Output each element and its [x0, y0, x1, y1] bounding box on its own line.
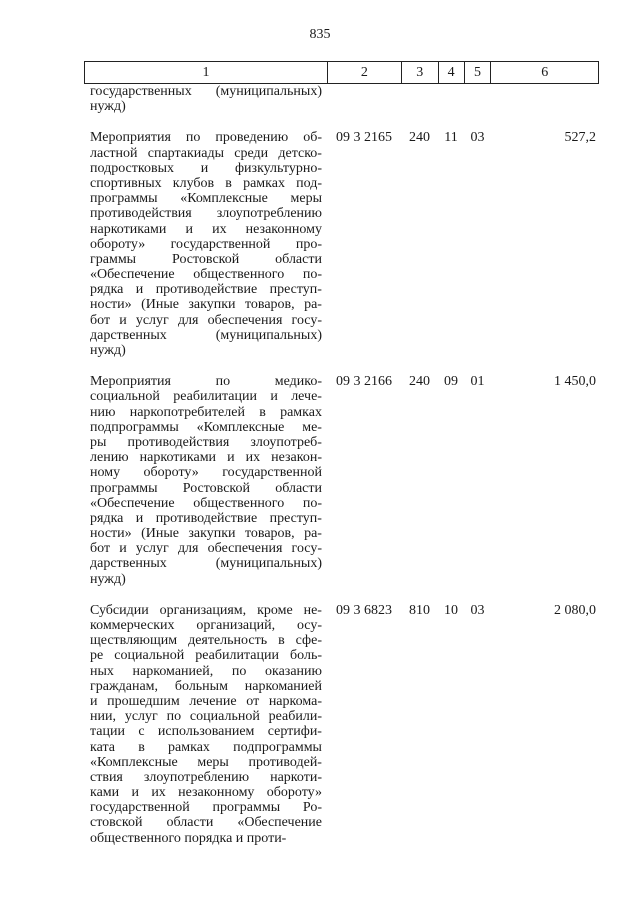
subsection: 03	[470, 602, 485, 618]
row-description	[84, 374, 327, 587]
subsection: 01	[470, 374, 485, 390]
header-col-4: 4	[438, 62, 464, 83]
description-line: противодействия злоупотреблению	[90, 206, 322, 222]
header-col-2: 2	[327, 62, 401, 83]
table-row	[84, 84, 599, 114]
description-line: граммы Ростовской области	[90, 251, 322, 267]
description-line: обороту» государственной про-	[90, 236, 322, 252]
header-col-5: 5	[464, 62, 491, 83]
description-line: лению наркотиками и их незакон-	[90, 450, 322, 466]
description-line: нужд)	[90, 99, 126, 115]
description-line: ками и их незаконному обороту»	[90, 785, 322, 801]
table-body	[84, 84, 599, 846]
section: 10	[444, 602, 458, 618]
description-line: ката в рамках подпрограммы	[90, 739, 322, 755]
amount: 527,2	[564, 130, 596, 146]
section: 09	[444, 374, 458, 390]
description-line: коммерческих организаций, осу-	[90, 618, 322, 633]
description-line: Мероприятия по проведению об-	[90, 130, 322, 146]
description-line: ности» (Иные закупки товаров, ра-	[90, 297, 322, 313]
description-line: ры противодействия злоупотреб-	[90, 434, 322, 450]
description-line: программы Ростовской области	[90, 480, 322, 496]
description-line: государственных (муниципальных)	[90, 84, 322, 99]
description-line: дарственных (муниципальных)	[90, 327, 322, 343]
expense-type: 810	[409, 602, 430, 618]
description-line: бот и услуг для обеспечения госу-	[90, 541, 322, 557]
description-line: ности» (Иные закупки товаров, ра-	[90, 526, 322, 542]
target-code: 09 3 6823	[336, 602, 392, 618]
description-line: нужд)	[90, 571, 126, 587]
table-row	[84, 374, 599, 587]
description-line: Мероприятия по медико-	[90, 374, 322, 390]
target-code	[327, 84, 401, 114]
description-line: нии, услуг по социальной реабили-	[90, 709, 322, 725]
description-line: подпрограммы «Комплексные ме-	[90, 419, 322, 435]
description-line: бот и услуг для обеспечения госу-	[90, 312, 322, 328]
description-line: гражданам, больным наркоманией	[90, 678, 322, 694]
description-line: нужд)	[90, 343, 126, 358]
section: 11	[444, 130, 458, 146]
header-col-1: 1	[202, 65, 210, 80]
description-line: тации с использованием сертифи-	[90, 724, 322, 740]
description-line: «Комплексные меры противодей-	[90, 754, 322, 770]
page-number: 835	[309, 27, 331, 42]
table-row	[84, 603, 599, 846]
description-line: социальной реабилитации и лече-	[90, 389, 322, 405]
subsection: 03	[470, 130, 485, 146]
description-line: ствия злоупотреблению наркоти-	[90, 769, 322, 785]
header-col-6: 6	[490, 62, 598, 83]
description-line: государственной программы Ро-	[90, 800, 322, 816]
description-line: ному обороту» государственной	[90, 465, 322, 481]
description-line: ластной спартакиады среди детско-	[90, 145, 322, 161]
description-line: Субсидии организациям, кроме не-	[90, 602, 322, 618]
description-line: рядка и противодействие преступ-	[90, 282, 322, 298]
description-line: «Обеспечение общественного по-	[90, 495, 322, 511]
expense-type: 240	[409, 374, 430, 390]
table-header	[84, 61, 599, 84]
expense-type	[401, 84, 438, 114]
target-code: 09 3 2165	[336, 130, 392, 146]
header-col-3: 3	[401, 62, 438, 83]
subsection	[464, 84, 491, 114]
section	[438, 84, 464, 114]
row-description	[84, 603, 327, 846]
description-line: «Обеспечение общественного по-	[90, 267, 322, 283]
description-line: спортивных клубов в рамках под-	[90, 175, 322, 191]
amount: 2 080,0	[554, 602, 596, 618]
expense-type: 240	[409, 130, 430, 146]
amount	[491, 84, 599, 114]
row-description	[84, 130, 327, 358]
description-line: общественного порядка и проти-	[90, 830, 287, 846]
description-line: дарственных (муниципальных)	[90, 556, 322, 572]
description-line: стовской области «Обеспечение	[90, 815, 322, 831]
description-line: ществляющим деятельность в сфе-	[90, 633, 322, 649]
description-line: программы «Комплексные меры	[90, 191, 322, 207]
description-line: ных наркоманией, по оказанию	[90, 663, 322, 679]
description-line: рядка и противодействие преступ-	[90, 510, 322, 526]
row-description	[84, 84, 327, 114]
amount: 1 450,0	[554, 374, 596, 390]
description-line: нию наркопотребителей в рамках	[90, 404, 322, 420]
description-line: ре социальной реабилитации боль-	[90, 648, 322, 664]
table-row	[84, 130, 599, 358]
description-line: подростковых и физкультурно-	[90, 160, 322, 176]
description-line: наркотиками и их незаконному	[90, 221, 322, 237]
description-line: и прошедшим лечение от наркома-	[90, 693, 322, 709]
target-code: 09 3 2166	[336, 374, 392, 390]
